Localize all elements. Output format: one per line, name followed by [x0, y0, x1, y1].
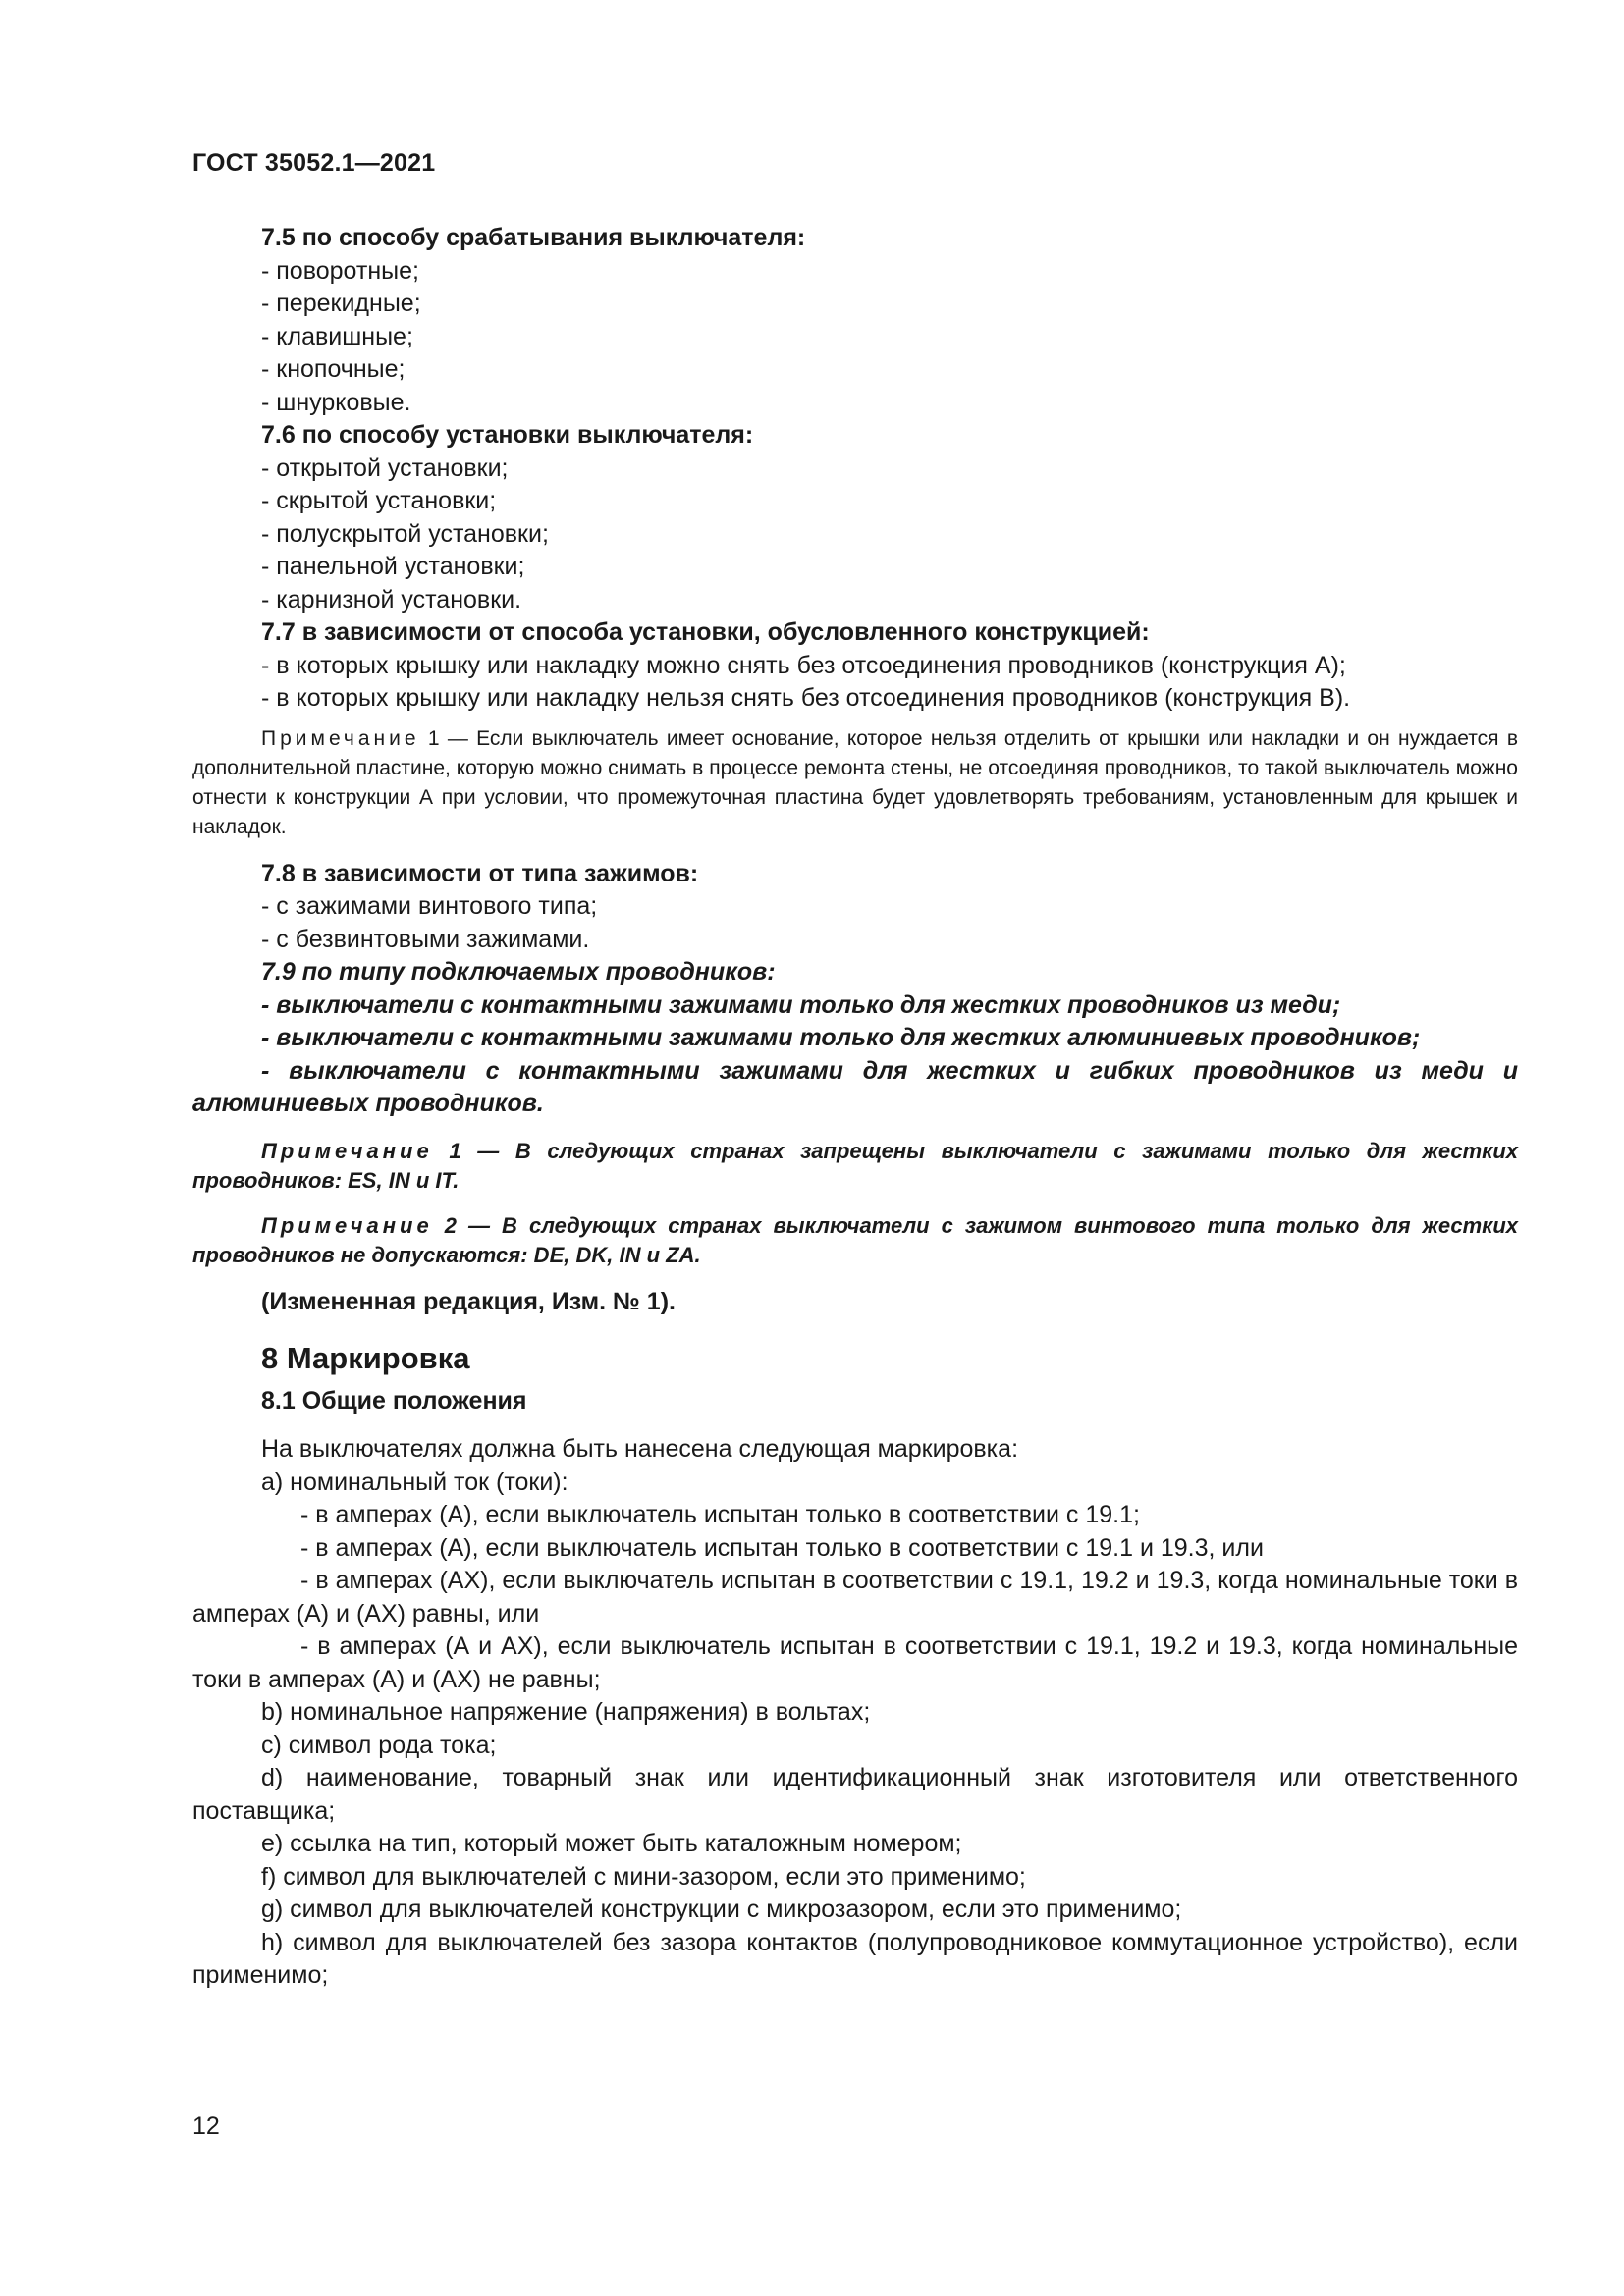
list-item: - шнурковые.	[261, 388, 411, 416]
list-item: - полускрытой установки;	[261, 519, 549, 548]
list-item: - в которых крышку или накладку нельзя снять без отсоединения проводников (конструкция В).	[261, 684, 1351, 712]
clause-7-5-title: 7.5 по способу срабатывания выключателя:	[261, 224, 806, 251]
clause-7-8-title: 7.8 в зависимости от типа зажимов:	[261, 859, 699, 887]
paragraph: На выключателях должна быть нанесена следующая маркировка:	[261, 1435, 1019, 1463]
clause-7-9-title: 7.9 по типу подключаемых проводников:	[261, 958, 776, 986]
list-item: - с безвинтовыми зажимами.	[261, 925, 590, 953]
list-item: - кнопочные;	[261, 355, 406, 383]
sub-list-item: - в амперах (АХ), если выключатель испытан в соответствии с 19.1, 19.2 и 19.3, когда номинальные токи в амперах (А) и (АХ) равны, или	[192, 1567, 1518, 1628]
list-item-g: g) символ для выключателей конструкции с микрозазором, если это применимо;	[261, 1896, 1182, 1923]
standard-code: ГОСТ 35052.1—2021	[192, 149, 436, 177]
list-item: - скрытой установки;	[261, 487, 497, 514]
page-number: 12	[192, 2112, 220, 2140]
list-item-f: f) символ для выключателей с мини-зазором, если это применимо;	[261, 1862, 1026, 1891]
list-item: - клавишные;	[261, 322, 413, 350]
list-item: - панельной установки;	[261, 553, 525, 580]
list-item: - с зажимами винтового типа;	[261, 892, 598, 920]
note-7-7	[192, 724, 1518, 842]
list-item: - поворотные;	[261, 256, 419, 285]
note-label: Примечание	[261, 1138, 433, 1163]
sub-list-item: - в амперах (А и АХ), если выключатель испытан в соответствии с 19.1, 19.2 и 19.3, когда номинальные токи в амперах (А) и (АХ) не равны;	[192, 1632, 1518, 1693]
list-item-a: а) номинальный ток (токи):	[261, 1468, 568, 1496]
list-item: - выключатели с контактными зажимами только для жестких алюминиевых проводников;	[261, 1024, 1421, 1051]
list-item: - выключатели с контактными зажимами для жестких и гибких проводников из меди и алюминиевых проводников.	[192, 1056, 1518, 1117]
sub-list-item: - в амперах (А), если выключатель испытан только в соответствии с 19.1;	[300, 1501, 1140, 1528]
page-body	[192, 222, 1518, 1993]
note-7-9-2	[192, 1211, 1518, 1270]
section-8-title: 8 Маркировка	[261, 1341, 470, 1375]
note-text: 1 — В следующих странах запрещены выключатели с зажимами только для жестких проводников: ES, IN и IT.	[192, 1138, 1518, 1193]
list-item: - перекидные;	[261, 290, 421, 317]
list-item: - выключатели с контактными зажимами только для жестких проводников из меди;	[261, 990, 1341, 1019]
note-7-9-1	[192, 1137, 1518, 1196]
list-item: - открытой установки;	[261, 454, 509, 482]
list-item-b: b) номинальное напряжение (напряжения) в вольтах;	[261, 1698, 871, 1726]
amendment-note: (Измененная редакция, Изм. № 1).	[261, 1287, 676, 1315]
list-item-e: е) ссылка на тип, который может быть каталожным номером;	[261, 1830, 962, 1857]
note-text: 2 — В следующих странах выключатели с зажимом винтового типа только для жестких проводников не допускаются: DE, DK, IN и ZA.	[192, 1212, 1518, 1267]
note-text: 1 — Если выключатель имеет основание, которое нельзя отделить от крышки или накладки и он нуждается в дополнительной пластине, которую можно снимать в процессе ремонта стены, не отсоединяя проводников, то такой выключатель можно отнести к конструкции А при условии, что промежуточная пластина будет удовлетворять требованиям, установленным для крышек и накладок.	[192, 726, 1518, 838]
list-item-h: h) символ для выключателей без зазора контактов (полупроводниковое коммутационное устройство), если применимо;	[192, 1928, 1518, 1989]
list-item-d: d) наименование, товарный знак или идентификационный знак изготовителя или ответственного поставщика;	[192, 1764, 1518, 1825]
note-label: Примечание	[261, 1212, 433, 1238]
clause-8-1-title: 8.1 Общие положения	[261, 1386, 527, 1415]
list-item: - карнизной установки.	[261, 585, 522, 614]
clause-7-6-title: 7.6 по способу установки выключателя:	[261, 421, 754, 449]
sub-list-item: - в амперах (А), если выключатель испытан только в соответствии с 19.1 и 19.3, или	[300, 1533, 1264, 1562]
list-item: - в которых крышку или накладку можно снять без отсоединения проводников (конструкция А);	[261, 651, 1346, 679]
list-item-c: с) символ рода тока;	[261, 1731, 497, 1759]
note-label: Примечание	[261, 726, 420, 750]
clause-7-7-title: 7.7 в зависимости от способа установки, обусловленного конструкцией:	[261, 618, 1150, 646]
